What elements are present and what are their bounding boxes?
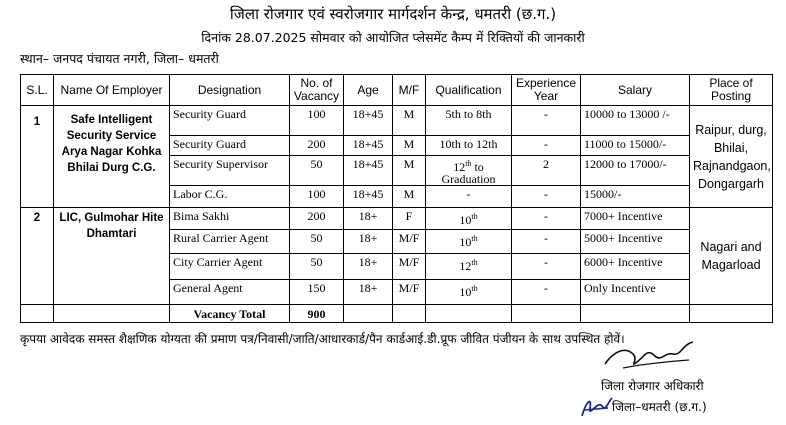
gender-cell: M <box>393 106 426 136</box>
salary-cell: 6000+ Incentive <box>581 254 690 280</box>
salary-cell: Only Incentive <box>581 280 690 305</box>
vacancy-cell: 200 <box>290 136 344 156</box>
age-cell: 18+45 <box>344 136 393 156</box>
designation-cell: Labor C.G. <box>170 186 290 208</box>
designation-cell: City Carrier Agent <box>170 254 290 280</box>
experience-cell: 2 <box>512 156 581 186</box>
designation-cell: Security Supervisor <box>170 156 290 186</box>
qualification-suffix: th <box>471 212 478 221</box>
table-row <box>21 208 773 230</box>
posting-place: Nagari and Magarload <box>690 208 773 305</box>
col-header-salary: Salary <box>581 75 690 106</box>
gender-cell: M <box>393 136 426 156</box>
group-employer: LIC, Gulmohar Hite Dhamtari <box>54 208 170 305</box>
total-empty-cell <box>54 305 170 323</box>
qualification-cell: 10th to 12th <box>426 136 512 156</box>
gender-cell: M <box>393 186 426 208</box>
group-sl: 1 <box>21 106 54 208</box>
qualification-base: 12 <box>459 259 472 273</box>
qualification-base: 10 <box>459 235 472 249</box>
age-cell: 18+45 <box>344 186 393 208</box>
gender-cell: M/F <box>393 230 426 254</box>
experience-cell: - <box>512 230 581 254</box>
col-header-qualification: Qualification <box>426 75 512 106</box>
designation-cell: Rural Carrier Agent <box>170 230 290 254</box>
qualification-cell <box>426 156 512 186</box>
qualification-base: 10 <box>459 213 472 227</box>
total-empty-cell <box>21 305 54 323</box>
signature-image <box>603 338 703 372</box>
salary-cell: 11000 to 15000/- <box>581 136 690 156</box>
experience-cell: - <box>512 280 581 305</box>
table-header-row <box>21 75 773 106</box>
initials-signature-image <box>578 392 614 420</box>
vacancy-cell: 50 <box>290 254 344 280</box>
vacancy-cell: 100 <box>290 106 344 136</box>
designation-cell: Security Guard <box>170 136 290 156</box>
group-sl: 2 <box>21 208 54 305</box>
qualification-base: 10 <box>459 285 472 299</box>
col-header-sl: S.L. <box>21 75 54 106</box>
vacancy-cell: 100 <box>290 186 344 208</box>
designation-cell: General Agent <box>170 280 290 305</box>
col-header-employer: Name Of Employer <box>54 75 170 106</box>
age-cell: 18+ <box>344 280 393 305</box>
officer-designation: जिला रोजगार अधिकारी <box>601 379 704 393</box>
posting-place: Raipur, durg, Bhilai, Rajnandgaon, Dongargarh <box>690 106 773 208</box>
qualification-suffix: th <box>471 258 478 267</box>
vacancy-table <box>20 74 773 323</box>
instruction-note: कृपया आवेदक समस्त शैक्षणिक योग्यता की प्रमाण पत्र/निवासी/जाति/आधारकार्ड/पैन कार्डआई.डी.प्रूफ जीवित पंजीयन के साथ उपस्थित होवें। <box>20 332 625 346</box>
qualification-cell <box>426 208 512 230</box>
officer-office: जिला–धमतरी (छ.ग.) <box>612 400 707 414</box>
total-empty-cell <box>512 305 581 323</box>
total-empty-cell <box>581 305 690 323</box>
col-header-experience: Experience Year <box>512 75 581 106</box>
total-row <box>21 305 773 323</box>
age-cell: 18+45 <box>344 106 393 136</box>
page-subtitle: दिनांक 28.07.2025 सोमवार को आयोजित प्लेसमेंट कैम्प में रिक्तियों की जानकारी <box>201 30 585 45</box>
experience-cell: - <box>512 106 581 136</box>
col-header-designation: Designation <box>170 75 290 106</box>
qualification-cell <box>426 280 512 305</box>
col-header-posting: Place of Posting <box>690 75 773 106</box>
salary-cell: 7000+ Incentive <box>581 208 690 230</box>
salary-cell: 5000+ Incentive <box>581 230 690 254</box>
col-header-mf: M/F <box>393 75 426 106</box>
total-empty-cell <box>393 305 426 323</box>
designation-cell: Bima Sakhi <box>170 208 290 230</box>
total-empty-cell <box>690 305 773 323</box>
experience-cell: - <box>512 136 581 156</box>
col-header-age: Age <box>344 75 393 106</box>
venue-location: स्थान– जनपद पंचायत नगरी, जिला– धमतरी <box>20 51 219 66</box>
salary-cell: 10000 to 13000 /- <box>581 106 690 136</box>
qualification-suffix: th <box>471 284 478 293</box>
qualification-cell <box>426 230 512 254</box>
page-title: जिला रोजगार एवं स्वरोजगार मार्गदर्शन केन्द्र, धमतरी (छ.ग.) <box>229 5 557 23</box>
gender-cell: M/F <box>393 280 426 305</box>
total-empty-cell <box>344 305 393 323</box>
salary-cell: 15000/- <box>581 186 690 208</box>
qualification-suffix: th <box>465 159 472 168</box>
qualification-rest: to Graduation <box>441 160 496 186</box>
qualification-cell <box>426 254 512 280</box>
qualification-base: 12 <box>453 160 466 174</box>
table-row <box>21 106 773 136</box>
age-cell: 18+ <box>344 254 393 280</box>
total-empty-cell <box>426 305 512 323</box>
vacancy-cell: 50 <box>290 230 344 254</box>
qualification-cell: 5th to 8th <box>426 106 512 136</box>
experience-cell: - <box>512 186 581 208</box>
age-cell: 18+ <box>344 208 393 230</box>
vacancy-cell: 50 <box>290 156 344 186</box>
experience-cell: - <box>512 254 581 280</box>
designation-cell: Security Guard <box>170 106 290 136</box>
qualification-cell: - <box>426 186 512 208</box>
age-cell: 18+ <box>344 230 393 254</box>
col-header-vacancy: No. of Vacancy <box>290 75 344 106</box>
gender-cell: M <box>393 156 426 186</box>
group-employer: Safe Intelligent Security Service Arya Nagar Kohka Bhilai Durg C.G. <box>54 106 170 208</box>
total-label: Vacancy Total <box>170 305 290 323</box>
gender-cell: M/F <box>393 254 426 280</box>
salary-cell: 12000 to 17000/- <box>581 156 690 186</box>
vacancy-cell: 150 <box>290 280 344 305</box>
experience-cell: - <box>512 208 581 230</box>
age-cell: 18+45 <box>344 156 393 186</box>
gender-cell: F <box>393 208 426 230</box>
total-value: 900 <box>290 305 344 323</box>
vacancy-cell: 200 <box>290 208 344 230</box>
qualification-suffix: th <box>471 234 478 243</box>
